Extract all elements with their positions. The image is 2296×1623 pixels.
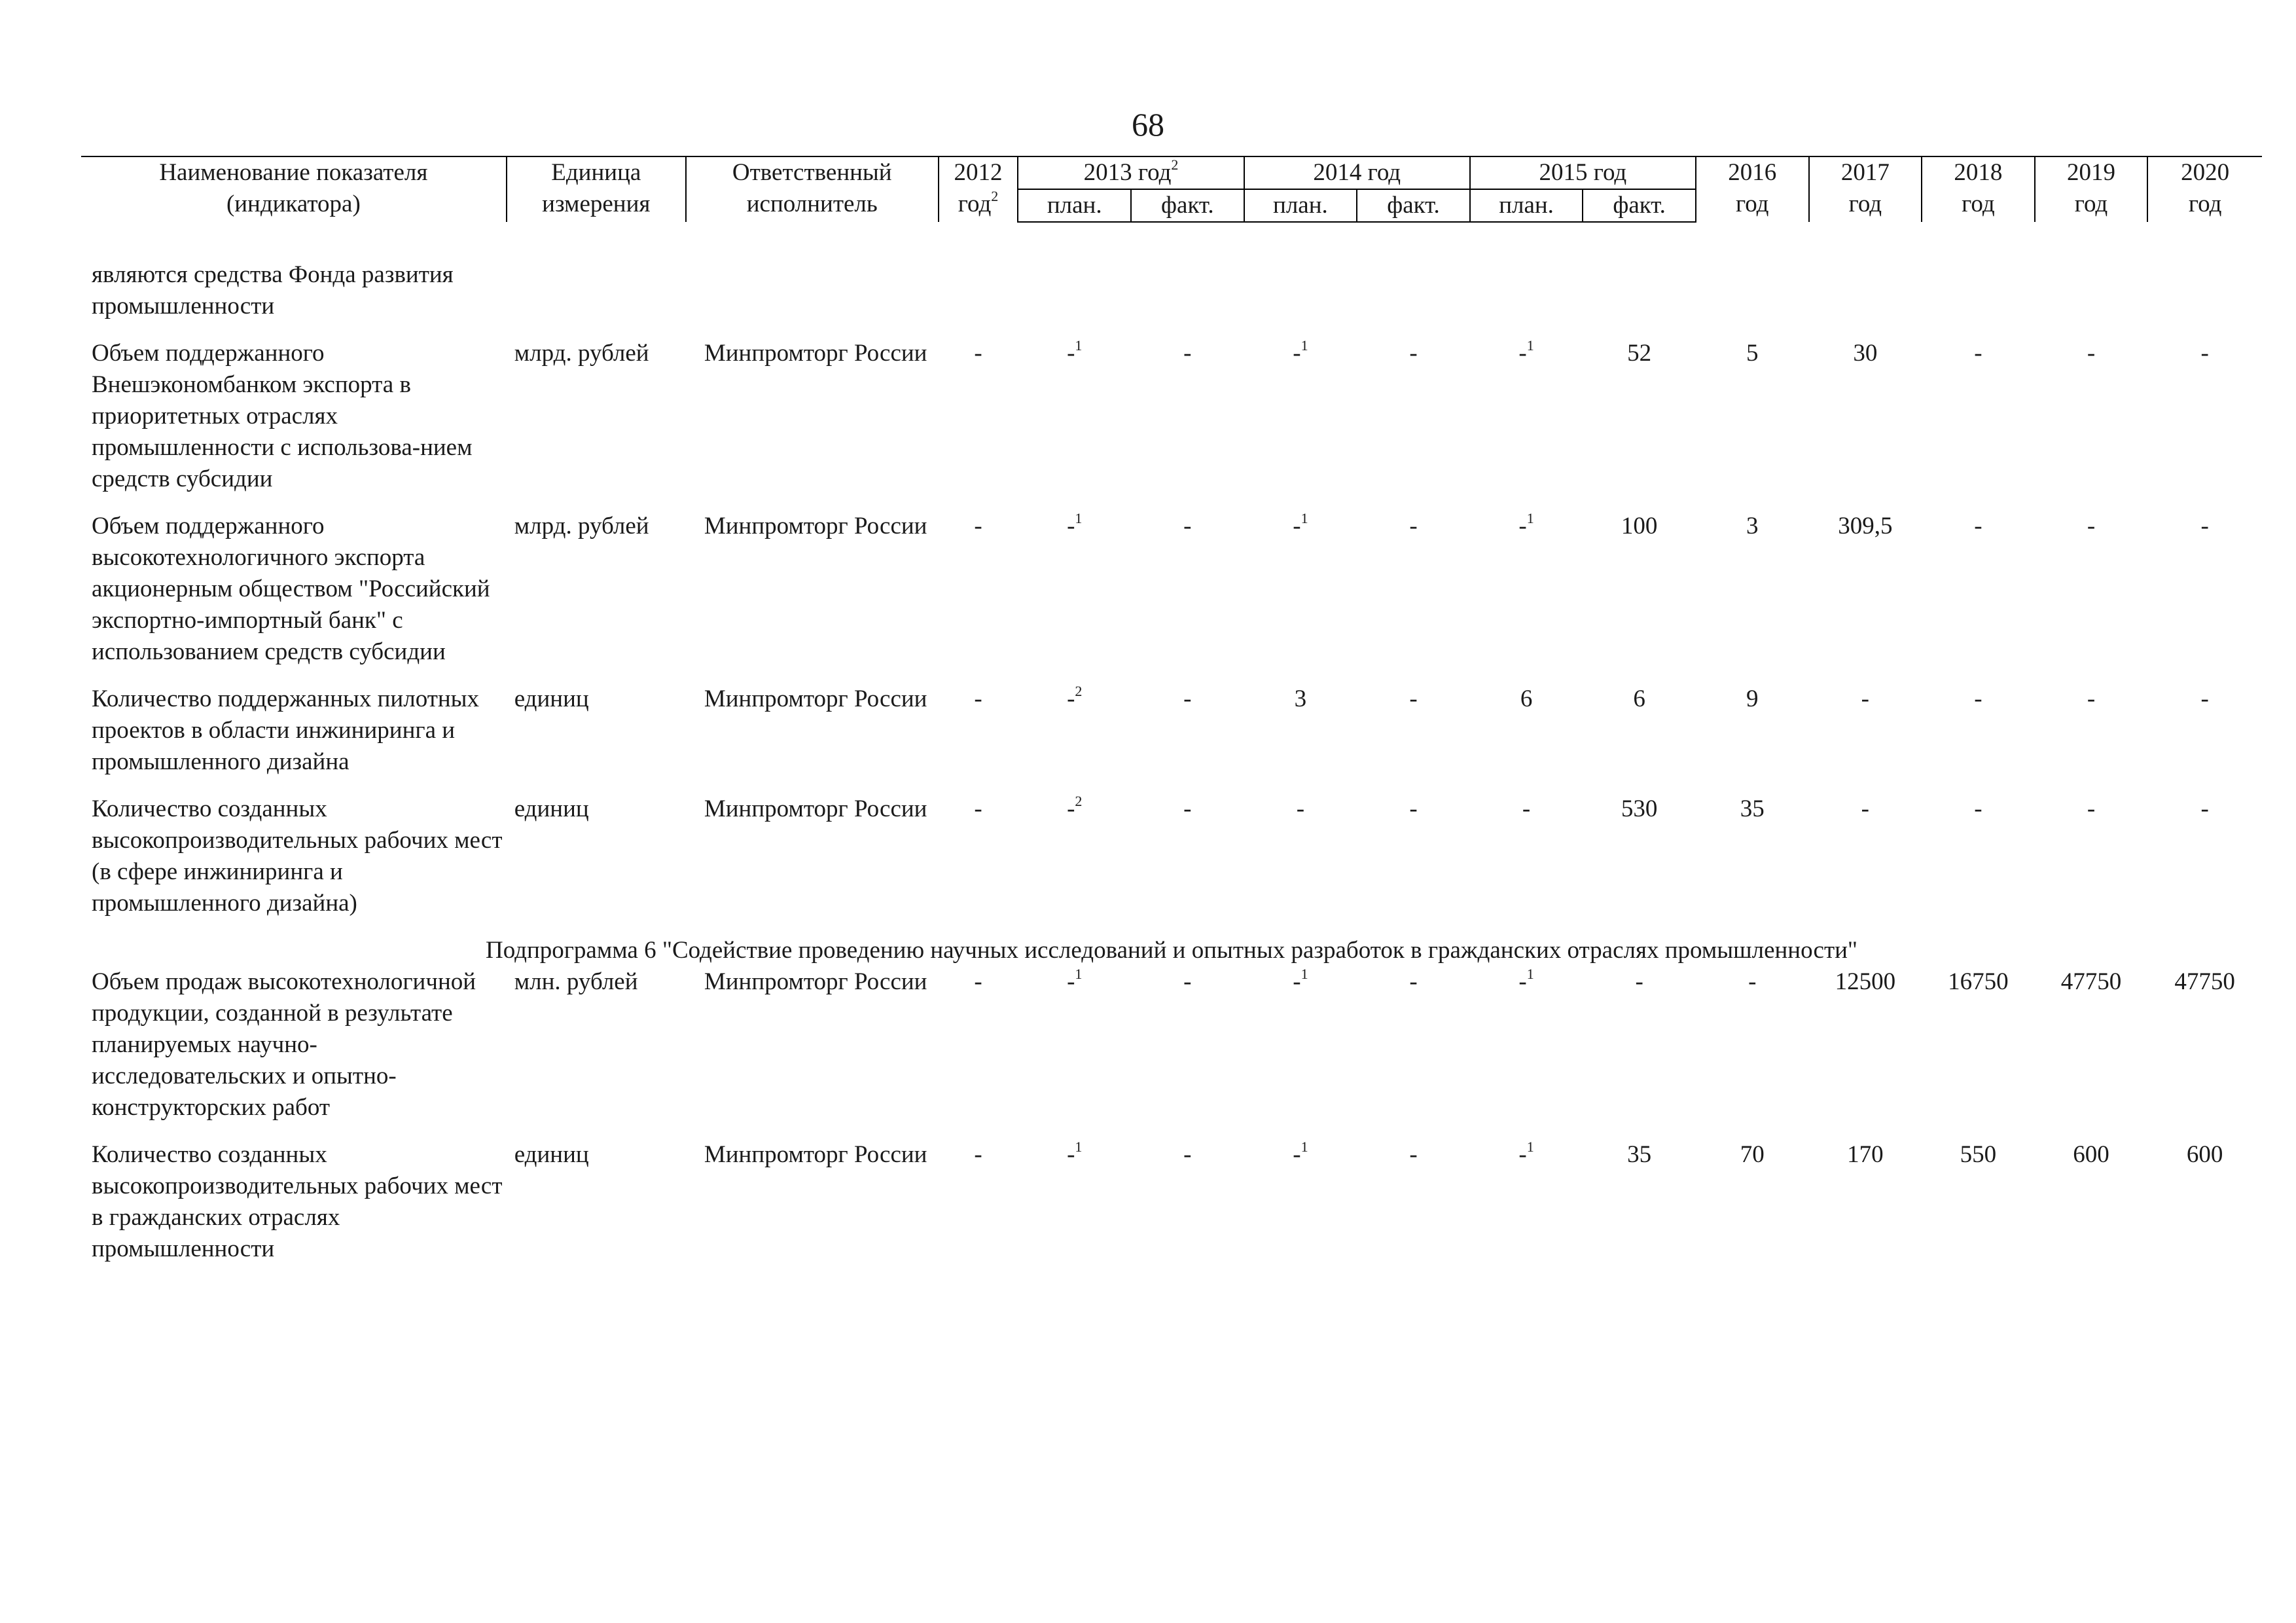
value-cell [1244, 511, 1357, 668]
value-text: - [2200, 513, 2209, 539]
value-cell [1131, 966, 1244, 1123]
value-cell [1131, 338, 1244, 495]
value-cell [1470, 338, 1583, 495]
value-text: - [974, 340, 982, 367]
unit-cell: млрд. рублей [514, 513, 649, 539]
value-cell [1357, 684, 1470, 778]
value-cell [1018, 338, 1131, 495]
value-text: - [1183, 795, 1192, 822]
executor-cell: Минпромторг России [704, 968, 927, 995]
footnote-mark: 1 [1526, 1139, 1534, 1155]
table-row [81, 511, 2262, 668]
footnote-mark: 2 [1075, 793, 1083, 809]
value-text: 530 [1621, 795, 1658, 822]
value-text: - [1293, 968, 1301, 995]
value-cell [1470, 684, 1583, 778]
header-2017: 2017 год [1809, 156, 1922, 222]
value-cell [1357, 1139, 1470, 1265]
value-text: 16750 [1948, 968, 2009, 995]
value-text: - [974, 513, 982, 539]
table-row [81, 966, 2262, 1123]
value-cell [939, 966, 1018, 1123]
footnote-mark: 1 [1300, 1139, 1308, 1155]
value-cell [1583, 511, 1696, 668]
value-text: - [974, 1141, 982, 1168]
value-cell [1244, 1139, 1357, 1265]
footnote-mark: 1 [1526, 337, 1534, 354]
value-text: 9 [1746, 685, 1759, 712]
header-2015-plan: план. [1470, 189, 1583, 222]
value-text: - [1067, 513, 1075, 539]
value-text: - [1518, 513, 1527, 539]
header-2014: 2014 год [1244, 156, 1470, 189]
indicator-name: Объем поддержанного Внешэкономбанком экспорта в приоритетных отраслях промышленности с использова-нием средств субсидии [92, 340, 473, 492]
unit-cell: единиц [514, 795, 589, 822]
value-cell [2035, 966, 2148, 1123]
header-executor: Ответственный исполнитель [686, 156, 939, 222]
value-text: - [1409, 1141, 1418, 1168]
value-text: - [1522, 795, 1531, 822]
header-indicator-name: Наименование показателя (индикатора) [81, 156, 507, 222]
value-cell [1244, 338, 1357, 495]
value-cell [1583, 966, 1696, 1123]
value-cell [1131, 684, 1244, 778]
footnote-mark: 1 [1300, 337, 1308, 354]
table-body [81, 222, 2262, 1281]
value-text: 30 [1853, 340, 1878, 367]
header-2013-plan: план. [1018, 189, 1131, 222]
indicators-table [81, 156, 2262, 1281]
footnote-mark: 2 [1075, 683, 1083, 699]
value-cell [1809, 1139, 1922, 1265]
value-text: - [1518, 968, 1527, 995]
header-2015: 2015 год [1470, 156, 1696, 189]
executor-cell: Минпромторг России [704, 685, 927, 712]
executor-cell: Минпромторг России [704, 1141, 927, 1168]
table-row [81, 684, 2262, 778]
value-text: - [974, 685, 982, 712]
value-cell [1470, 966, 1583, 1123]
header-2014-plan: план. [1244, 189, 1357, 222]
value-cell [2035, 684, 2148, 778]
value-text: 47750 [2060, 968, 2122, 995]
value-text: 5 [1746, 340, 1759, 367]
value-cell [939, 338, 1018, 495]
footnote-mark: 1 [1300, 510, 1308, 526]
value-text: 170 [1847, 1141, 1884, 1168]
value-text: 550 [1960, 1141, 1997, 1168]
header-2019: 2019 год [2035, 156, 2148, 222]
value-cell [1131, 511, 1244, 668]
value-text: - [1067, 1141, 1075, 1168]
value-text: - [1974, 685, 1982, 712]
value-text: - [1067, 685, 1075, 712]
unit-cell: единиц [514, 685, 589, 712]
value-text: - [2087, 685, 2096, 712]
executor-cell: Минпромторг России [704, 513, 927, 539]
value-text: - [2087, 513, 2096, 539]
value-cell [1357, 511, 1470, 668]
value-cell [1583, 338, 1696, 495]
value-cell [1696, 511, 1809, 668]
value-cell [1470, 1139, 1583, 1265]
unit-cell: млн. рублей [514, 968, 638, 995]
value-text: - [1409, 795, 1418, 822]
indicator-name: Количество созданных высокопроизводительных рабочих мест (в сфере инжиниринга и промышленного дизайна) [92, 795, 503, 917]
value-cell [2147, 684, 2262, 778]
value-cell [1018, 1139, 1131, 1265]
value-text: - [1974, 513, 1982, 539]
value-cell [1470, 793, 1583, 919]
value-cell [1922, 1139, 2035, 1265]
value-cell [1809, 793, 1922, 919]
footnote-mark: 1 [1526, 510, 1534, 526]
value-text: 6 [1520, 685, 1533, 712]
value-text: 3 [1746, 513, 1759, 539]
value-cell [939, 511, 1018, 668]
value-cell [1018, 511, 1131, 668]
value-cell [1018, 793, 1131, 919]
header-2012: 2012 год$^2$ [939, 156, 1018, 222]
unit-cell: млрд. рублей [514, 340, 649, 367]
value-text: - [1183, 1141, 1192, 1168]
value-text: - [1296, 795, 1305, 822]
value-cell [1809, 511, 1922, 668]
value-text: 35 [1740, 795, 1765, 822]
value-text: - [2200, 795, 2209, 822]
value-cell [1696, 966, 1809, 1123]
value-cell [1809, 684, 1922, 778]
value-text: 6 [1633, 685, 1645, 712]
value-text: - [2087, 795, 2096, 822]
footnote-mark: 1 [1300, 966, 1308, 982]
page-number: 68 [1132, 106, 1164, 143]
value-text: - [1974, 340, 1982, 367]
value-cell [1583, 1139, 1696, 1265]
executor-cell: Минпромторг России [704, 795, 927, 822]
footnote-mark: 2 [1171, 156, 1179, 173]
value-text: - [1974, 795, 1982, 822]
header-2020: 2020 год [2147, 156, 2262, 222]
value-text: 309,5 [1838, 513, 1893, 539]
value-text: - [2087, 340, 2096, 367]
value-cell [2147, 511, 2262, 668]
value-cell [1244, 793, 1357, 919]
value-cell [2035, 338, 2148, 495]
value-cell [1018, 966, 1131, 1123]
continuation-row [81, 259, 2262, 322]
value-cell [1470, 511, 1583, 668]
value-cell [1244, 966, 1357, 1123]
value-text: - [1518, 1141, 1527, 1168]
value-text: - [1409, 968, 1418, 995]
value-cell [1583, 793, 1696, 919]
value-text: 35 [1627, 1141, 1652, 1168]
header-2016: 2016 год [1696, 156, 1809, 222]
value-text: - [1293, 513, 1301, 539]
value-text: - [1067, 968, 1075, 995]
value-text: - [1409, 340, 1418, 367]
value-text: - [1183, 513, 1192, 539]
value-text: 600 [2186, 1141, 2223, 1168]
value-cell [2147, 1139, 2262, 1265]
value-text: 100 [1621, 513, 1658, 539]
value-text: - [1293, 340, 1301, 367]
value-text: 12500 [1835, 968, 1896, 995]
indicator-name: Количество поддержанных пилотных проектов в области инжиниринга и промышленного дизайна [92, 685, 480, 775]
value-cell [1922, 684, 2035, 778]
executor-cell: Минпромторг России [704, 340, 927, 367]
value-cell [1357, 338, 1470, 495]
value-cell [2147, 966, 2262, 1123]
value-text: - [1861, 795, 1869, 822]
value-text: - [1183, 685, 1192, 712]
value-text: 70 [1740, 1141, 1765, 1168]
value-cell [939, 1139, 1018, 1265]
header-2018: 2018 год [1922, 156, 2035, 222]
value-cell [1922, 511, 2035, 668]
indicator-name: Объем продаж высокотехнологичной продукции, созданной в результате планируемых научно-исследовательских и опытно-конструкторских работ [92, 968, 476, 1121]
value-text: 47750 [2174, 968, 2235, 995]
value-text: - [1183, 340, 1192, 367]
value-cell [1131, 793, 1244, 919]
value-cell [1696, 338, 1809, 495]
value-cell [1583, 684, 1696, 778]
header-2015-fact: факт. [1583, 189, 1696, 222]
value-text: 3 [1294, 685, 1307, 712]
value-text: - [2200, 340, 2209, 367]
value-cell [1357, 966, 1470, 1123]
value-text: - [1183, 968, 1192, 995]
value-text: - [1067, 795, 1075, 822]
value-text: - [974, 968, 982, 995]
indicator-name: Объем поддержанного высокотехнологичного экспорта акционерным обществом "Российский экспортно-импортный банк" с использованием средств субсидии [92, 513, 490, 665]
value-cell [1922, 966, 2035, 1123]
value-cell [2035, 1139, 2148, 1265]
value-cell [939, 793, 1018, 919]
value-cell [1922, 793, 2035, 919]
subprogram-title: Подпрограмма 6 "Содействие проведению научных исследований и опытных разработок в гражданских отраслях промышленности" [485, 937, 1858, 964]
value-text: - [1861, 685, 1869, 712]
value-text: - [1748, 968, 1757, 995]
value-cell [1696, 684, 1809, 778]
subprogram-row [81, 935, 2262, 966]
value-cell [1244, 684, 1357, 778]
footnote-mark: 1 [1526, 966, 1534, 982]
value-cell [1357, 793, 1470, 919]
value-text: - [2200, 685, 2209, 712]
table-header [81, 156, 2262, 222]
indicator-name: Количество созданных высокопроизводительных рабочих мест в гражданских отраслях промышленности [92, 1141, 503, 1262]
value-text: - [1518, 340, 1527, 367]
header-unit: Единица измерения [507, 156, 686, 222]
value-cell [2147, 338, 2262, 495]
header-2013: 2013 год$^2$ [1018, 156, 1244, 189]
header-2014-fact: факт. [1357, 189, 1470, 222]
footnote-mark: 1 [1075, 1139, 1083, 1155]
footnote-mark: 1 [1075, 510, 1083, 526]
value-cell [939, 684, 1018, 778]
footnote-mark: 1 [1075, 966, 1083, 982]
value-cell [2035, 511, 2148, 668]
value-text: - [1409, 513, 1418, 539]
table-row [81, 1139, 2262, 1265]
value-text: 52 [1627, 340, 1652, 367]
value-text: - [1067, 340, 1075, 367]
table-row [81, 793, 2262, 919]
value-cell [1809, 338, 1922, 495]
value-cell [2035, 793, 2148, 919]
header-2013-fact: факт. [1131, 189, 1244, 222]
value-cell [1696, 1139, 1809, 1265]
value-cell [1809, 966, 1922, 1123]
footnote-mark: 1 [1075, 337, 1083, 354]
value-cell [1018, 684, 1131, 778]
value-text: - [1293, 1141, 1301, 1168]
value-text: 600 [2073, 1141, 2109, 1168]
value-cell [1131, 1139, 1244, 1265]
value-text: - [974, 795, 982, 822]
value-cell [1922, 338, 2035, 495]
unit-cell: единиц [514, 1141, 589, 1168]
value-text: - [1409, 685, 1418, 712]
value-text: - [1635, 968, 1643, 995]
value-cell [1696, 793, 1809, 919]
value-cell [2147, 793, 2262, 919]
table-row [81, 338, 2262, 495]
continuation-text: являются средства Фонда развития промышленности [92, 261, 454, 319]
footnote-mark: 2 [991, 188, 999, 204]
